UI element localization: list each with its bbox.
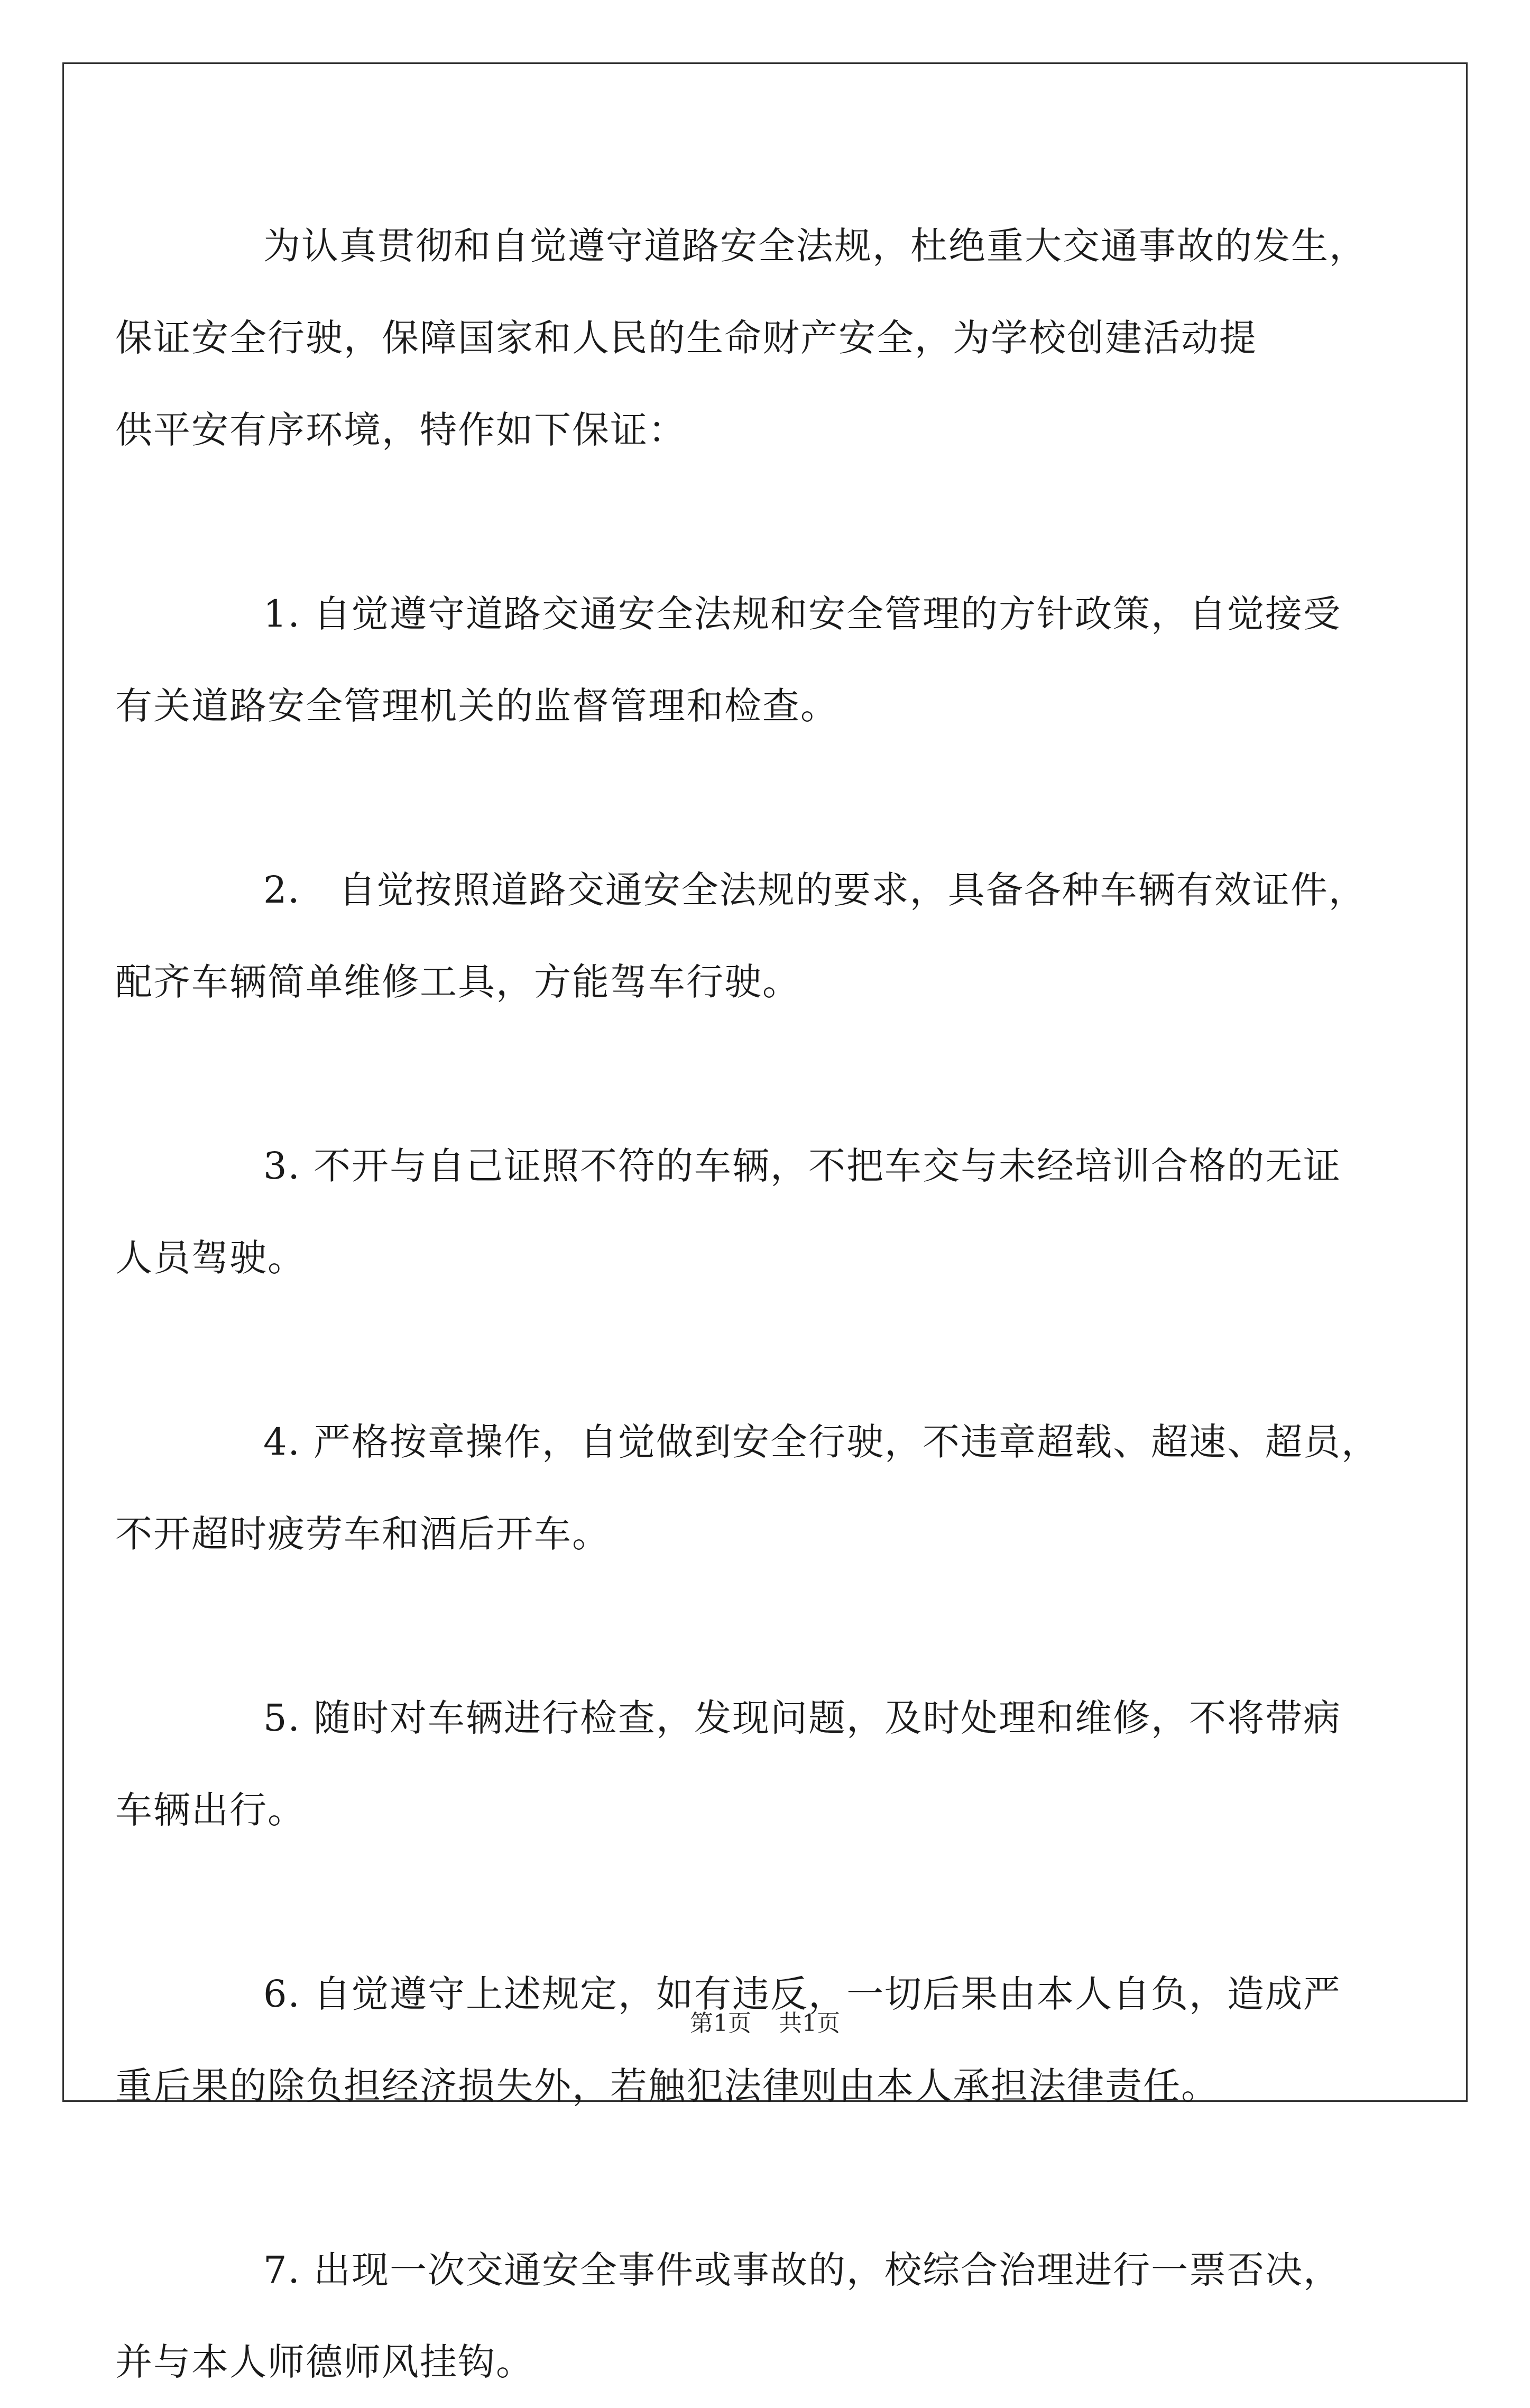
text-line: 有关道路安全管理机关的监督管理和检查。 xyxy=(115,684,838,728)
text-line: 供平安有序环境，特作如下保证： xyxy=(115,408,686,452)
text-line: 并与本人师德师风挂钩。 xyxy=(115,2340,534,2384)
text-line: 4. 严格按章操作，自觉做到安全行驶，不违章超载、超速、超员， xyxy=(263,1420,1380,1464)
text-line: 车辆出行。 xyxy=(115,1788,306,1832)
page-total: 共1页 xyxy=(779,2010,840,2037)
text-line: 配齐车辆简单维修工具，方能驾车行驶。 xyxy=(115,960,800,1004)
text-line: 1. 自觉遵守道路交通安全法规和安全管理的方针政策，自觉接受 xyxy=(263,592,1342,636)
text-line: 重后果的除负担经济损失外，若触犯法律则由本人承担法律责任。 xyxy=(115,2064,1219,2108)
paragraph-intro xyxy=(115,200,1367,476)
page-number: 第1页 xyxy=(690,2010,751,2037)
text-line: 5. 随时对车辆进行检查，发现问题，及时处理和维修，不将带病 xyxy=(263,1696,1342,1740)
text-line: 保证安全行驶，保障国家和人民的生命财产安全，为学校创建活动提 xyxy=(115,316,1257,360)
paragraph-item-1 xyxy=(115,568,1358,752)
text-line: 6. 自觉遵守上述规定，如有违反，一切后果由本人自负，造成严 xyxy=(263,1972,1342,2016)
text-line: 2． 自觉按照道路交通安全法规的要求，具备各种车辆有效证件， xyxy=(263,868,1367,912)
text-line: 3. 不开与自己证照不符的车辆，不把车交与未经培训合格的无证 xyxy=(263,1144,1342,1188)
paragraph-item-4 xyxy=(115,1396,1380,1580)
paragraph-item-7 xyxy=(115,2224,1358,2408)
text-line: 人员驾驶。 xyxy=(115,1236,306,1280)
text-line: 7. 出现一次交通安全事件或事故的，校综合治理进行一票否决， xyxy=(263,2248,1342,2292)
page-footer xyxy=(0,2004,1530,2038)
paragraph-item-6 xyxy=(115,1948,1358,2132)
paragraph-item-5 xyxy=(115,1672,1358,1856)
paragraph-item-3 xyxy=(115,1120,1358,1304)
paragraph-item-2 xyxy=(115,844,1367,1028)
text-line: 不开超时疲劳车和酒后开车。 xyxy=(115,1512,610,1556)
document-body xyxy=(115,200,1380,2408)
text-line: 为认真贯彻和自觉遵守道路安全法规，杜绝重大交通事故的发生， xyxy=(263,224,1367,268)
